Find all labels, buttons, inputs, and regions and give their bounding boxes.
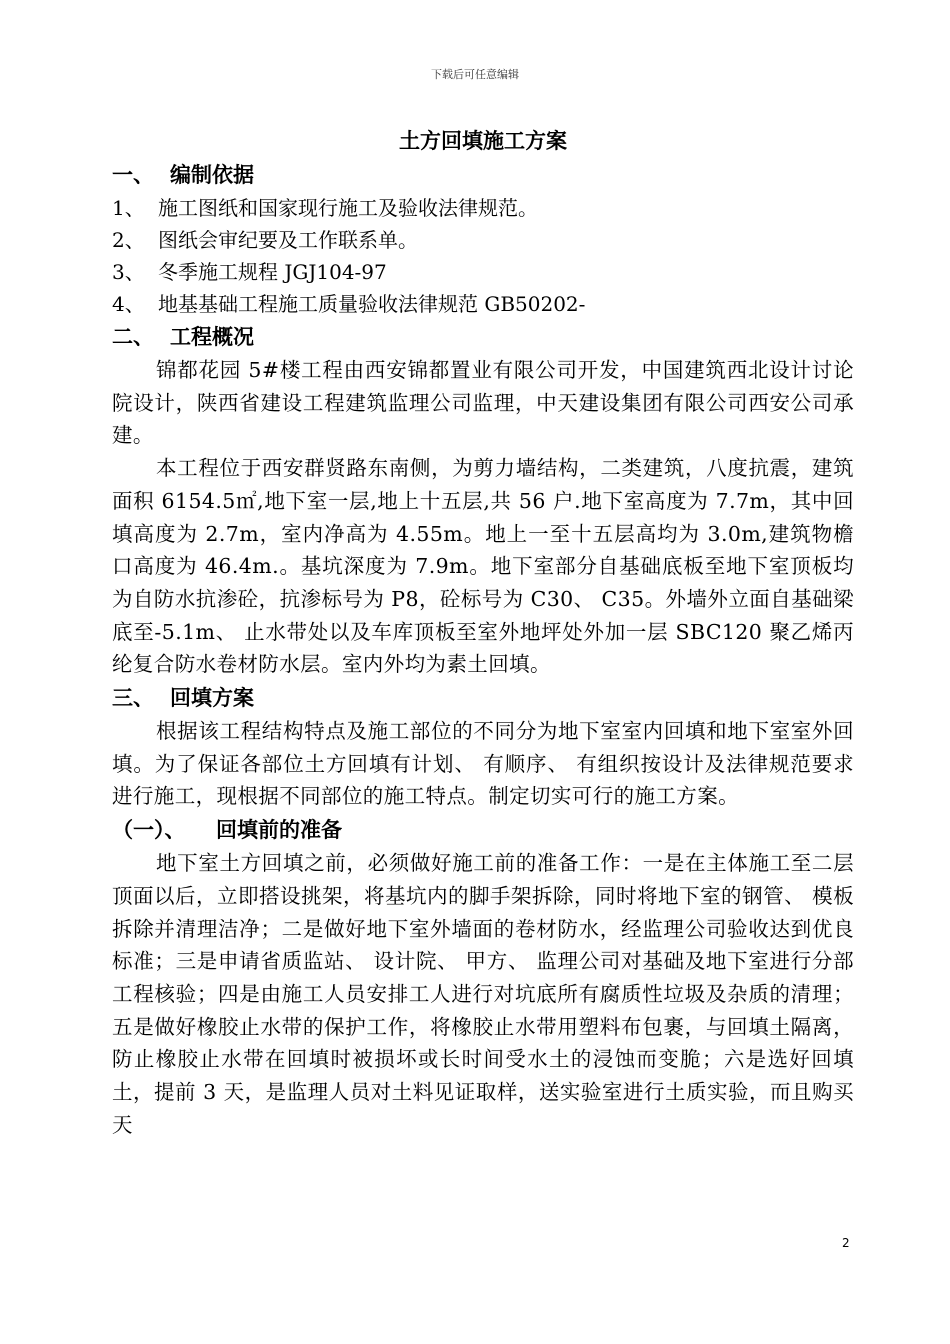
section-heading-1 [112, 158, 854, 192]
paragraph: 地下室土方回填之前，必须做好施工前的准备工作：一是在主体施工至二层顶面以后，立即搭设挑架，将基坑内的脚手架拆除，同时将地下室的钢管、 模板拆除并清理洁净；二是做好地下室外墙面的卷材防水，经监理公司验收达到优良标准；三是申请省质监站、 设计院、 甲方、 监理公司对基础及地下室进行分部工程核验；四是由施工人员安排工人进行对坑底所有腐质性垃圾及杂质的清理；五是做好橡胶止水带的保护工作，将橡胶止水带用塑料布包裹，与回填土隔离，防止橡胶止水带在回填时被损坏或长时间受水土的浸蚀而变脆；六是选好回填土，提前 3 天，是监理人员对土料见证取样，送实验室进行土质实验，而且购买天 [112, 851, 854, 1137]
list-item-number: 2、 [112, 228, 145, 252]
subsection-number: （一）、 [112, 818, 186, 843]
section-number: 三、 [112, 686, 154, 711]
section-title: 编制依据 [170, 163, 254, 187]
list-item [112, 256, 854, 288]
section-number: 二、 [112, 325, 154, 349]
list-item-number: 4、 [112, 292, 145, 316]
list-item-number: 1、 [112, 196, 145, 220]
page-header: 下载后可任意编辑 [431, 68, 519, 81]
list-item [112, 288, 854, 320]
section-number: 一、 [112, 163, 154, 187]
paragraph: 锦都花园 5#楼工程由西安锦都置业有限公司开发，中国建筑西北设计讨论院设计，陕西省建设工程建筑监理公司监理，中天建设集团有限公司西安公司承建。 [112, 358, 854, 448]
section-heading-3 [112, 681, 854, 715]
document-body [112, 124, 854, 1141]
list-item-text: 施工图纸和国家现行施工及验收法律规范。 [158, 196, 538, 220]
section-title: 回填方案 [170, 686, 254, 711]
section-heading-2 [112, 320, 854, 354]
subsection-heading-1 [112, 813, 854, 847]
section-title: 工程概况 [170, 325, 254, 349]
paragraph: 本工程位于西安群贤路东南侧，为剪力墙结构，二类建筑，八度抗震，建筑面积 6154.5㎡,地下室一层,地上十五层,共 56 户.地下室高度为 7.7m，其中回填高度为 2.7m，室内净高为 4.55m。地上一至十五层高均为 3.0m,建筑物檐口高度为 46.4m.。基坑深度为 7.9m。地下室部分自基础底板至地下室顶板均为自防水抗渗砼，抗渗标号为 P8，砼标号为 C30、 C35。外墙外立面自基础梁底至-5.1m、 止水带处以及车库顶板至室外地坪处外加一层 SBC120 聚乙烯丙纶复合防水卷材防水层。室内外均为素土回填。 [112, 456, 854, 677]
list-item [112, 224, 854, 256]
list-item [112, 192, 854, 224]
page-number: 2 [842, 1236, 850, 1250]
subsection-title: 回填前的准备 [216, 818, 342, 843]
list-item-number: 3、 [112, 260, 145, 284]
document-title: 土方回填施工方案 [399, 128, 567, 153]
list-item-text: 图纸会审纪要及工作联系单。 [158, 228, 418, 252]
list-item-text: 地基基础工程施工质量验收法律规范 GB50202- [158, 292, 586, 316]
paragraph: 根据该工程结构特点及施工部位的不同分为地下室室内回填和地下室室外回填。为了保证各部位土方回填有计划、 有顺序、 有组织按设计及法律规范要求进行施工，现根据不同部位的施工特点。制定切实可行的施工方案。 [112, 719, 854, 809]
list-item-text: 冬季施工规程 JGJ104-97 [158, 260, 387, 284]
